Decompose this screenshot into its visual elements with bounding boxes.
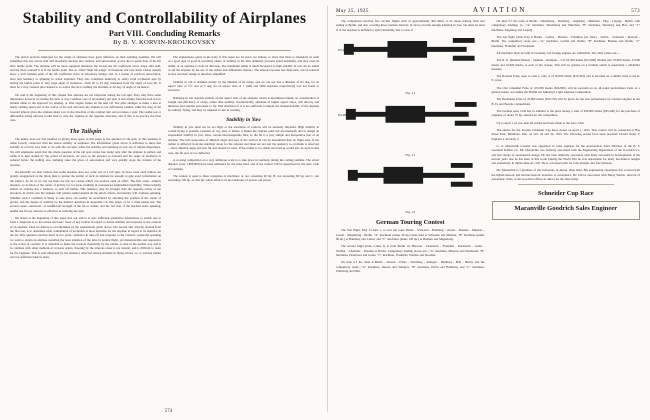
paragraph: The explanations given in the body of this paper are all exact, we believe, to show that there is absolutely no term of a good deal of good in providing plenty of stability in all. This definitely prevents spiral instability, and may even be ability of an airplane to hold its direction. The maximum utility is much increased so high stability in roll can be added to aid the airplane by the use of the rudder and differential ailerons. The ailerons become less important, can be reduced in size and their design is therefore simplified. [168,55,319,77]
article-header [10,6,319,55]
section-heading-german-touring-contest: German Touring Contest [375,219,445,227]
paragraph: Occasionally we hear rumors that some airplane does not come out of a tail spin. In most cases such rumors are greatly exaggerated as the pilots then to pursue the testing of such an airplane far enough to gain exact information on the subject. As far as we can see there are but two causes which can produce such an effect. The first cause—namely unusual—is location of the center of gravity too far back, resulting in pronounced longitudinal instability. When initially stalled an airplane has a tendency to stall off further. This tendency may be stronger than the opposite action of the elevators, in which case the airplane will remain stalled despite all the pilot's efforts, and thereby will continue spinning. Whether such a condition is likely to take place can readily be ascertained by checking the position of the center of gravity and the degree of stability by the method described in Appendix I to this paper, or by a wind tunnel test. The second cause—structural—is insufficient strength of the fin or rudder, and the fact that, if the airplane starts spinning, neither the fin nor elevator is effective in reducing the spin. [10,169,161,213]
left-column-1 [10,55,161,412]
three-view-airplane-lower [336,160,485,210]
left-column-2 [168,55,319,412]
figure-label: JN-4 [337,47,345,52]
figure-caption: Fig. 14 [405,91,416,96]
paragraph: G. A. Maranville recently was appointed as sales engineer for the Aeronautical Sales Division of the B. F. Goodrich Rubber Co. Mr. Maranville was formerly associated with the Engineering Department of the Goodrich Co. and had charge of aeronautical design. He has been distinctly associated with many aeronautical developments in the several years that he has been in this work. During the World War he was responsible for many mechanical designs and extensively in lighter-than-air craft. He is a licensed pilot for both airships and free balloons. [491,143,640,166]
right-column-1 [336,19,485,412]
paragraph: Damping in roll depends entirely on the aspect ratio of the airplane, which is determined mainly on consideration of weight and efficiency of wings, rather than stability. Geometrically, airplanes of higher aspect ratios, will directly and therefore feel steadier and easier to fly. This shortness of it is not sufficient to impair the maneuverability of the airplane in ordinary flying, and may be adjusted to suit in evading. [168,95,319,113]
page-folio-left: 574 [164,409,173,414]
issue-date: May 25, 1925 [336,9,369,14]
page-title: Stability and Controllability of Airplanes [22,10,307,27]
left-page [10,6,328,412]
paragraph: Stability in roll is obtained mostly by the dihedral of its wings, and we can say that a dihedral of 4½ deg. for an aspect ratio of 5½, and of 5 deg. for an aspect ratio of 7 (AR) and 5000 airplanes respectively) was not found to excessive. [168,79,319,93]
right-page [328,6,640,412]
section-heading-stability-in-yaw: Stability in Yaw [226,116,261,123]
paragraph: On June 6-7 the route is Berlin - Nuremberg - Nurnberg - Augsburg - Munchen - Hop - Leipzig - Berlin, with compulsory landings at:—"A" machines, Nuremberg and Munchen, "B" machines, Nurnberg and Hof, and "C" machines, Augsburg and Leipzig. [491,19,640,32]
page-folio-right: 573 [631,9,640,14]
paragraph: The entries for the Jacques Schneider Cup Race closed on April 1, 1925. This contest will be conducted at Bay Shore Park, Baltimore, Md., on Oct. 24 and 24, 1925. The following entries have been received: United States 3; England 2 and Italy 2. [491,127,640,141]
paragraph: A co-ating competition on a very ambitious scale is to take place in Germany during the coming summer. The actual distance (over 1,800,000) have been estimated for the prize fund, and of the contest will be supervised by the Aero Club of Germany. [168,157,319,171]
paragraph: We stated at the beginning of this paper that our aim is to give sufficient qualitative information to enable one to form a diagnosis as to the nature and basic cause of any trouble in regard to lateral stability and response to the controls of an airplane. Thus we believe is accomplished by the explanations given above. Our second aim, directly derived from the first one, is to determine what combination of properties is most desirable for the airplane in regard to its behavior in the air. This question resolves itself in two parts—behavior in take-off and response to the controls. Generally speaking we want to obtain an airplane requiring the least attention of the pilot in normal flight, yet maneuverable and responsive to the action of controls. It is desirable to make the controls essentially by the rudder, so that in the normal way and is in common with other methods of traverse action. Steering by the ailerons alone is not natural, and is difficult to learn for the beginner. This is well illustrated by the tendency observed among students in flying school, i.e. to execute rudder and not sufficient bank in turns. [10,216,161,259]
three-view-airplane-jn4h [336,98,485,151]
figure-caption: Fig. 15 [405,152,416,157]
paragraph: The second flight (June 2-June 3) is from Berlin via Hanover - Paderborn - Frankfurt - Darmstadt - Gotha - Weimar - Chemnitz - Dresden to Berlin. Compulsory landing places are—"A" machines, Hanover and Darmstadt, "B" machines, Paderborn and Gotha, "C" machines, Frankfurt, Weimar and Dresden. [336,244,485,257]
paragraph: The first flight, May 31-June 1, is over the route Berlin - Schwerin - Hamburg - Altona - Bremen - Munster - Cassel - Magdeburg - Berlin. "A" machines (under 40 hp.) must land at Schwerin and Munster, "B" machines (under 99 hp.) at Hamburg and Cassel, and "C" machines (under 120 hp.) at Bremen and Magdeburg. [336,228,485,241]
right-columns [336,19,640,412]
figure-label: JN-4H [337,113,347,118]
paragraph: The Rosbale Prize, open to class C only, is of 50,000 marks ($12,500), and is awarded on a similar basis to the R. E. prize. [491,74,640,83]
paragraph: The R. E. (Rentner-Hansa) - Siemens - Rumpler - 3 of 62,500 marks ($15,000) divided into 25,000 marks, 15,000 marks and 10,000 marks, is each of the classes. This will be granted on a formula which is essentially a reliability measure. [491,58,640,71]
paragraph: On June 4-5 the route is Berlin - Dessau - Erfurt - Wurzburg - Stuttgart - Bamberg - Hall - Berlin; and the compulsory stops—"A" machines, Dessau and Stuttgart, "B" machines, Erfurt and Bamberg, and "C" machines, Wurzburg and Hall. [336,260,485,273]
article-part: Part VIII. Concluding Remarks [108,29,221,39]
paragraph: Up to April 1 no less than 96 entries had been made to the Aero Club. [496,120,585,125]
masthead: AVIATION [472,6,528,14]
running-head [336,6,640,16]
paragraph: Mr. Maranville is a graduate of the University of Akron, Ohio field. His engineering experience has covered both the lighter-than-air and heavier-than-air branches of aeronautics. He will be associated with Henry Warber, director of Aeronautic Sales, at the Goodrich offices in Akron for the time being. [491,168,640,182]
paragraph: The airfoil sections employed for the wings of airplanes have great influence on their spinning qualities. We will remember that any severe stall will invariably develop into rotation, and autorotation occurs due to quick drop of the lift after burble point. The airplane will be more equipped therefore, the slower the lift coefficient curve drops after stall, and the more rounded it is at the burble point. The so called "high lift wings" of moderate and very thick variety usually show a well rounded peak of the lift coefficient curve in laboratory testing, and, as a matter of practical observation, have less tendency to spinning in actual airplanes. They also contribute indirectly to safety from accidental spin by having the burble point at very large angle of incidence—from 20 to 25 deg. measured from the angle of zero lift. It must be a very careless pilot indeed to so notice that he is stalling the machine at 20 deg. of angle of incidence. [10,55,161,90]
paragraph: All machines must be built in Germany, but foreign engines are admissible. The chief prizes are:— [496,50,621,55]
section-heading-tailspin: The Tailspin [69,127,102,135]
paragraph: Stability in yaw must not be too high, or the enormous of controls will be seriously impaired. High stability in certain flying is possible variation of, say, plus or minus; it makes the airplane quiet but not markedly and to design an exponential stability in yaw, allow certain interchangeable flies, so the fin is a very simple and inexpensive part of an airplane. The best proportion of dihedral angle and area of the vertical in can be determined thus by flight tests. If the rudder is deflected from the stabilizer about for the ailerons and these are not and the tendency to overbank is observed—more dihedral angle and less fin area should be used. If the rudder is too much and reverse would also be used in this case, the fin area of too deflected. [168,124,319,155]
divider-rule [38,50,291,51]
divider-rule [518,184,615,185]
paragraph: The contest is open to three categories of machines: A, not consisting 40 hp; B, not exceeding 60 hp; and C, not exceeding 100 hp, so that the whole affair is in the landscape of non-so-out power. [168,173,319,183]
right-column-2 [492,19,641,412]
section-heading-schneider-cup-race: Schneider Cup Race [537,190,594,198]
figure-15 [336,98,485,156]
figure-16 [336,160,485,215]
paragraph: We said at the beginning of this chapter that ailerons are not important during the tail spin. They may have some importance however in starting the spin. A very common case of involuntary tail spin is and arising from the turn at low altitude either in the approach for landing, or after engine failure on the take off. The pilot attempts to make a turn at nearly stalling speed and in the course of the turn discovers the airplane is not sufficiently banked, while the drag of the lowered aileron gives the airplane sharp yaw in the direction of the original turn and provokes a spin. The rudder-out or differential acting ailerons would tend to cure the airplane in the opposite direction, and if this is in practice the final cure. [10,92,161,123]
left-columns [10,55,319,412]
figure-caption: Fig. 16 [405,210,416,215]
paragraph: The author does not feel justified in giving more space in this paper to the question of tail spin, as this question is rather loosely connected with the lateral stability of airplanes. The information given above is sufficient to show that stability in roll has very little to do with the tail spin, while the stability and damping in yaw are of utmost importance. We will emphasize again that the whole question of the tail spin comes into being only after the airplane is stalled, and while it is kept stalled by the action of elevators. As soon as the elevator is released and the angle of incidence is reduced below the stalling one, damping takes the place of autorotation and very quickly stops the rotation of the airplane. [10,136,161,167]
paragraph: The German Aero Club has in addition to the prize money a sum of 400,000 marks ($95,200) for the purchase of airplanes of under 70 hp. entered for the competition. [491,109,640,118]
section-heading-goodrich: Maranville Goodrich Sales Engineer [514,205,618,213]
article-byline: By B. V. KORVIN-KROUKOVSKY [113,39,216,47]
paragraph: The last flight (June 8-9) is Berlin - Gorlitz - Breslau - Frankfurt (on Oder) - Stettin - Stralsund - Rostock - Berlin. The compulsory stops are:—"A" machines, Gorlitz and Stettin, "B" machines, Breslau and Stettin, "C" machines, Frankfurt and Stralsund. [491,34,640,48]
paragraph: The Holzleithe Prize of 45,000 marks ($10,710) will be given for the best performance by German engines in the B. D. and Bosche competitions. [491,97,640,106]
goodrich-notice [492,201,641,220]
figure-14 [336,35,485,95]
three-view-airplane-jn4 [336,35,485,90]
paragraph: The competition involves five circular flights each of approximately 400 miles, to be made starting from and ending at Berlin, and also covering three German districts; in all no provide enough damping in yaw, but must be used if of the airplane is inclined to spiral instability due to lack of [336,19,485,32]
paragraph: The Otto Lilienthal Prize of 105,000 marks ($24,990), will be awarded on an all-round performance basis of a general nature, not unlike the British Air Ministry's Light Airplane Competition. [491,85,640,95]
